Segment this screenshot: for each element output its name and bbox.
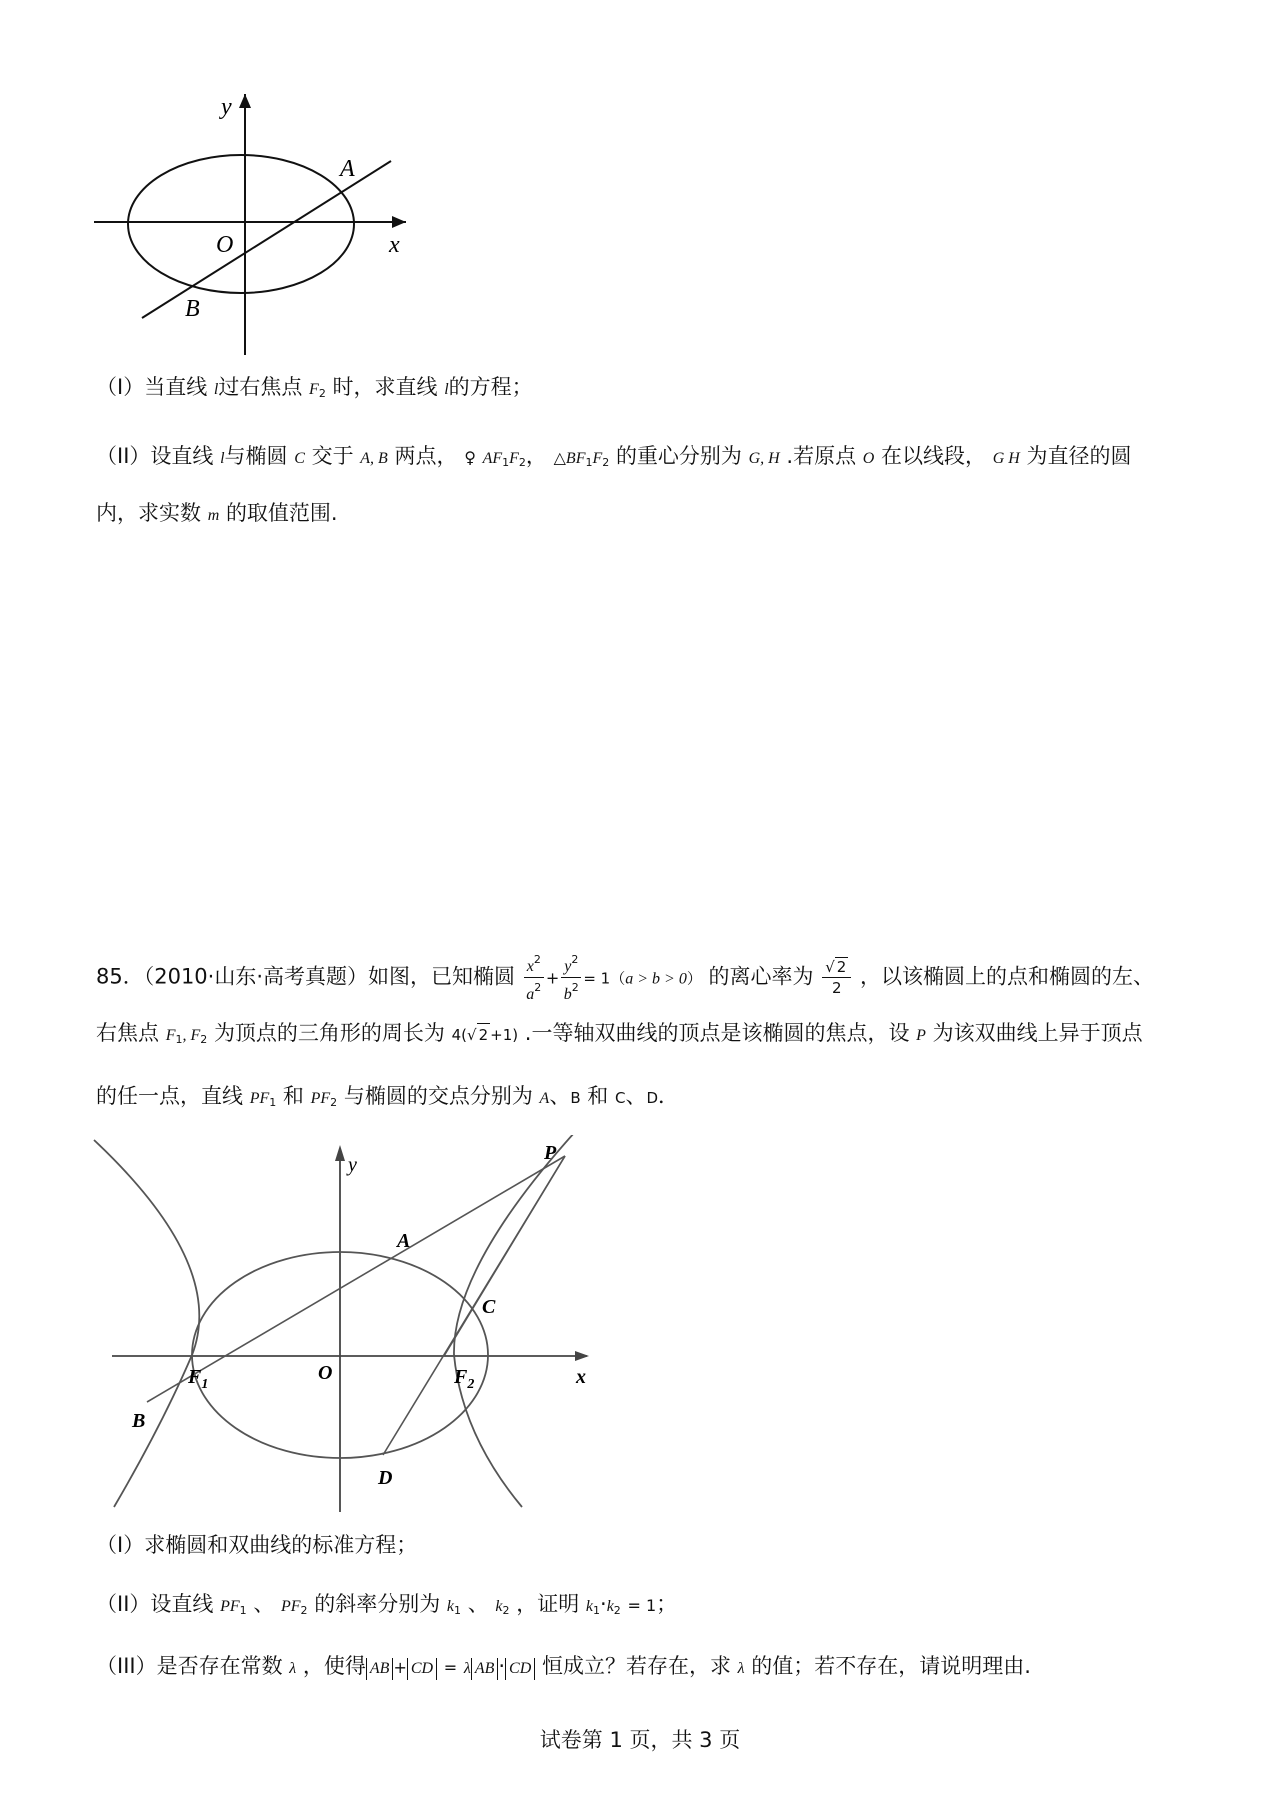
q85-line-3 [96,1080,1206,1119]
math-sqrt-content: 2 [477,1023,491,1046]
math-eq: = [443,1658,458,1677]
text: 、 [467,1592,489,1616]
text: ，使得 [302,1654,366,1678]
line-PF2-right [444,1156,565,1356]
math-sub: 2 [602,456,610,469]
x-axis-arrow-icon [392,216,406,228]
text: ； [656,1592,678,1616]
text: 为顶点的三角形的周长为 [213,1021,445,1045]
math-sub: 2 [502,1604,510,1617]
math-AB: A, B [360,450,388,467]
label-origin: O [216,232,234,258]
prev-part-2 [96,440,1206,479]
text: 和 [587,1084,609,1108]
text: .一等轴双曲线的顶点是该椭圆的焦点，设 [524,1021,910,1045]
prev-part-2-cont [96,497,1206,532]
text: 的重心分别为 [615,444,742,468]
text: 的方程； [448,375,533,399]
part-number: （II） [96,444,151,468]
question-header: 85．（2010·山东·高考真题）如图，已知椭圆 [96,964,516,989]
math-lambda: λ [289,1660,297,1677]
text: 求椭圆和双曲线的标准方程； [144,1533,418,1557]
hyperbola-right-branch [454,1135,585,1507]
math-F: F [592,450,603,467]
label-F2: $F_2$ [454,1366,475,1392]
y-axis-arrow-icon [335,1145,345,1161]
figure-ellipse-line [88,90,408,360]
q85-line-1 [96,950,1206,1005]
label-x: x [389,232,400,258]
math-lambda: λ [737,1660,745,1677]
text: 的斜率分别为 [314,1592,441,1616]
text: 的取值范围. [225,501,338,525]
math-F: F [309,381,319,398]
text: 时，求直线 [332,375,438,399]
math-plus: + [545,968,560,988]
math-sub: 1 [454,1604,462,1617]
math-sub: 2 [518,456,526,469]
math-P: P [916,1027,926,1044]
math-dot: · [498,1654,506,1678]
math-m: m [207,507,220,524]
part-number: （I） [96,375,145,399]
math-l: l [213,381,219,398]
math-plus-one: +1) [490,1026,519,1044]
math-sub: 1 [175,1033,183,1046]
part-number: （I） [96,1533,145,1557]
text: 两点， [394,444,458,468]
math-x: x [526,958,534,975]
math-abs-CD: CD [505,1658,535,1680]
math-abs-CD: CD [407,1658,437,1680]
math-condition: a > b > 0 [625,970,687,988]
text: 设直线 [150,444,214,468]
math-AF: AF [482,450,503,467]
text: ． [658,1084,680,1108]
math-GH: G, H [748,450,780,467]
math-PF: PF [281,1598,301,1615]
y-axis-arrow-icon [239,94,251,108]
math-A: A [539,1090,550,1107]
text: 在以线段， [881,444,987,468]
text: 是否存在常数 [156,1654,283,1678]
math-sub: 2 [318,387,326,400]
math-O: O [862,450,875,467]
math-sup: 2 [571,981,579,994]
label-point-b: B [185,296,200,322]
math-GH: G H [992,450,1020,467]
page-footer: 试卷第 1 页，共 3 页 [539,1728,741,1752]
label-origin: O [318,1362,333,1384]
math-abs-AB: AB [366,1658,394,1680]
math-C: C [294,450,305,467]
text: 的离心率为 [708,964,814,989]
text: 和 [282,1084,304,1108]
math-sub: 1 [269,1096,277,1109]
q85-part-3 [96,1650,1206,1685]
math-eq: = 1 [627,1596,657,1615]
math-y: y [564,958,572,975]
math-b: b [563,986,572,1003]
text: 的任一点，直线 [96,1084,243,1108]
label-A: A [397,1230,411,1252]
math-l: l [444,381,449,398]
math-four: 4( [451,1026,468,1044]
fraction-sqrt2-2: $\frac{√ 2}{2}$ [822,957,851,998]
math-sqrt-content: 2 [836,958,847,976]
label-C: C [482,1296,496,1318]
math-sub: 1 [502,456,510,469]
line-PF1 [147,1156,565,1402]
text: 与椭圆的交点分别为 [343,1084,533,1108]
text: 的值；若不存在，请说明理由. [751,1654,1031,1678]
math-den: 2 [831,979,842,997]
math-k: k [446,1598,455,1615]
label-y: y [221,94,232,120]
math-sup: 2 [571,953,579,966]
math-k: k [585,1598,593,1615]
math-BF: BF [565,450,586,467]
math-PF: PF [220,1598,240,1615]
math-sub: 2 [330,1096,338,1109]
q85-part-1 [96,1529,1206,1561]
math-C: C [614,1089,626,1107]
female-symbol-icon: ♀ [464,448,476,467]
label-F1: $F_1$ [188,1366,209,1392]
math-D: D [646,1089,659,1107]
fraction-x2-a2 [524,950,544,1005]
text: 交于 [311,444,354,468]
label-P: P [544,1142,557,1164]
ellipse [128,155,354,293]
fraction-y2-b2 [561,950,581,1005]
q85-line-2: 右焦点 F1, F2 为顶点的三角形的周长为 4(√ 2 +1) .一等轴双曲线的顶点是该椭圆的焦点，设 P 为该双曲线上异于顶点 [96,1021,1143,1046]
x-axis-arrow-icon [575,1351,589,1361]
math-plus: + [393,1658,407,1677]
hyperbola-left-branch [94,1140,199,1507]
text: 过右焦点 [218,375,303,399]
math-sub: 2 [200,1033,208,1046]
math-eq: = 1（ [583,969,626,988]
math-sub: 2 [300,1604,308,1617]
text: ， [525,444,547,468]
line-l [142,161,391,318]
label-point-a: A [340,156,355,182]
math-sup: 2 [533,953,541,966]
math-B: B [570,1089,581,1107]
text: 为直径的圆 [1026,444,1132,468]
math-dot: · [600,1592,607,1616]
label-B: B [132,1410,146,1432]
text: 为该双曲线上异于顶点 [932,1021,1143,1045]
part-number: （III） [96,1654,157,1678]
label-x: x [576,1366,586,1388]
math-lambda: λ [463,1660,471,1677]
math-abs-AB: AB [471,1658,499,1680]
text: 、 [549,1084,571,1108]
math-F: F [509,450,519,467]
math-sub: 2 [613,1604,621,1617]
text: 内，求实数 [96,501,201,525]
math-sup: 2 [534,981,542,994]
part-number: （II） [96,1592,151,1616]
triangle-icon: △ [553,448,566,467]
label-y: y [348,1154,357,1176]
text: 、 [253,1592,275,1616]
figure-ellipse-hyperbola [92,1135,602,1515]
text: 右焦点 [96,1021,159,1045]
math-F: F [165,1027,176,1044]
math-sub: 1 [585,456,593,469]
math-PF: PF [249,1090,270,1107]
math-PF: PF [310,1090,331,1107]
text: 恒成立？若存在，求 [541,1654,731,1678]
math-paren: ） [686,969,702,988]
text: ，以该椭圆上的点和椭圆的左、 [860,964,1154,989]
math-a: a [526,986,535,1003]
text: ，证明 [516,1592,580,1616]
math-k: k [606,1598,614,1615]
prev-part-1 [96,371,1206,410]
text: .若原点 [786,444,857,468]
text: 当直线 [144,375,208,399]
math-F: , F [182,1027,201,1044]
text: 与椭圆 [224,444,288,468]
math-sub: 1 [239,1604,247,1617]
text: 、 [625,1084,647,1108]
label-D: D [378,1467,393,1489]
math-sub: 1 [593,1604,600,1617]
math-l: l [220,450,225,467]
math-k: k [495,1598,503,1615]
text: 设直线 [150,1592,214,1616]
q85-part-2 [96,1588,1206,1627]
